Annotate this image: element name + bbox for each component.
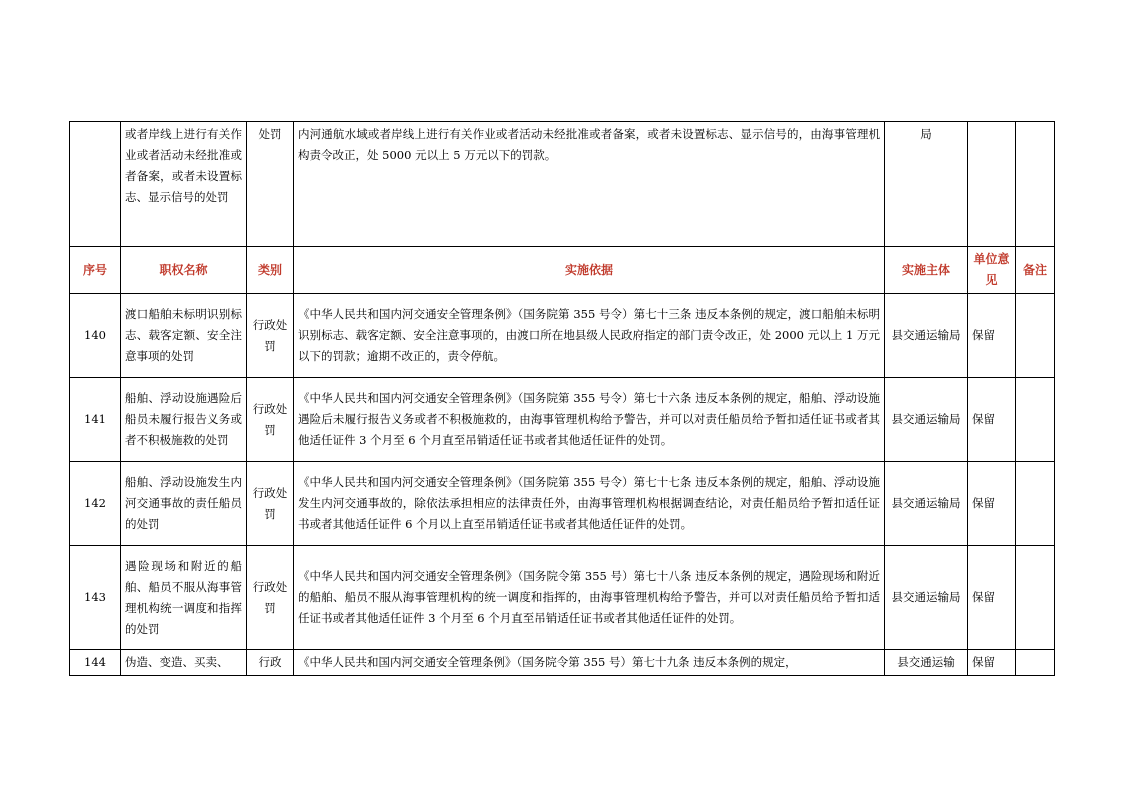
cell-name: 船舶、浮动设施遇险后船员未履行报告义务或者不积极施救的处罚 (121, 378, 247, 462)
cell-opinion: 保留 (968, 378, 1016, 462)
header-org: 实施主体 (885, 247, 968, 294)
authority-table (69, 121, 1055, 676)
cell-basis: 内河通航水域或者岸线上进行有关作业或者活动未经批准或者备案，或者未设置标志、显示信号的，由海事管理机构责令改正，处 5000 元以上 5 万元以下的罚款。 (294, 122, 885, 247)
table-header-row (70, 247, 1055, 294)
header-opinion: 单位意见 (968, 247, 1016, 294)
header-remark: 备注 (1016, 247, 1055, 294)
table-row-continued (70, 122, 1055, 247)
cell-num: 143 (70, 546, 121, 650)
header-basis: 实施依据 (294, 247, 885, 294)
cell-basis: 《中华人民共和国内河交通安全管理条例》（国务院第 355 号令）第七十三条 违反本条例的规定，渡口船舶未标明识别标志、载客定额、安全注意事项的，由渡口所在地县级人民政府指定的部门责令改正，处 2000 元以上 1 万元以下的罚款；逾期不改正的，责令停航。 (294, 294, 885, 378)
cell-type: 行政 (247, 650, 294, 676)
cell-remark (1016, 378, 1055, 462)
cell-org: 县交通运输局 (885, 462, 968, 546)
header-num: 序号 (70, 247, 121, 294)
cell-type: 行政处罚 (247, 378, 294, 462)
cell-type: 行政处罚 (247, 462, 294, 546)
cell-opinion (968, 122, 1016, 247)
cell-basis: 《中华人民共和国内河交通安全管理条例》（国务院令第 355 号）第七十九条 违反本条例的规定， (294, 650, 885, 676)
cell-remark (1016, 462, 1055, 546)
cell-basis: 《中华人民共和国内河交通安全管理条例》（国务院第 355 号令）第七十七条 违反本条例的规定，船舶、浮动设施发生内河交通事故的，除依法承担相应的法律责任外，由海事管理机构根据调查结论，对责任船员给予暂扣适任证书或者其他适任证件 6 个月以上直至吊销适任证书或者其他适任证件的处罚。 (294, 462, 885, 546)
cell-name: 船舶、浮动设施发生内河交通事故的责任船员的处罚 (121, 462, 247, 546)
cell-remark (1016, 294, 1055, 378)
cell-opinion: 保留 (968, 462, 1016, 546)
cell-type: 行政处罚 (247, 294, 294, 378)
table-row-cut (70, 650, 1055, 676)
table-row (70, 294, 1055, 378)
cell-org: 局 (885, 122, 968, 247)
cell-name: 或者岸线上进行有关作业或者活动未经批准或者备案，或者未设置标志、显示信号的处罚 (121, 122, 247, 247)
cell-org: 县交通运输局 (885, 546, 968, 650)
cell-remark (1016, 122, 1055, 247)
cell-opinion: 保留 (968, 294, 1016, 378)
table-row (70, 462, 1055, 546)
cell-basis: 《中华人民共和国内河交通安全管理条例》（国务院第 355 号令）第七十六条 违反本条例的规定，船舶、浮动设施遇险后未履行报告义务或者不积极施救的，由海事管理机构给予警告，并可以对责任船员给予暂扣适任证书或者其他适任证件 3 个月至 6 个月直至吊销适任证书或者其他适任证件的处罚。 (294, 378, 885, 462)
cell-num: 142 (70, 462, 121, 546)
cell-num: 140 (70, 294, 121, 378)
cell-name: 遇险现场和附近的船舶、船员不服从海事管理机构统一调度和指挥的处罚 (121, 546, 247, 650)
cell-num: 141 (70, 378, 121, 462)
cell-remark (1016, 546, 1055, 650)
cell-name: 渡口船舶未标明识别标志、载客定额、安全注意事项的处罚 (121, 294, 247, 378)
table-row (70, 546, 1055, 650)
cell-num (70, 122, 121, 247)
cell-remark (1016, 650, 1055, 676)
cell-org: 县交通运输 (885, 650, 968, 676)
cell-type: 行政处罚 (247, 546, 294, 650)
cell-org: 县交通运输局 (885, 294, 968, 378)
cell-num: 144 (70, 650, 121, 676)
table-row (70, 378, 1055, 462)
header-type: 类别 (247, 247, 294, 294)
cell-name: 伪造、变造、买卖、 (121, 650, 247, 676)
cell-basis: 《中华人民共和国内河交通安全管理条例》（国务院令第 355 号）第七十八条 违反本条例的规定，遇险现场和附近的船舶、船员不服从海事管理机构的统一调度和指挥的，由海事管理机构给予警告，并可以对责任船员给予暂扣适任证书或者其他适任证件 3 个月至 6 个月直至吊销适任证书或者其他适任证件的处罚。 (294, 546, 885, 650)
cell-type: 处罚 (247, 122, 294, 247)
header-name: 职权名称 (121, 247, 247, 294)
cell-org: 县交通运输局 (885, 378, 968, 462)
cell-opinion: 保留 (968, 546, 1016, 650)
cell-opinion: 保留 (968, 650, 1016, 676)
